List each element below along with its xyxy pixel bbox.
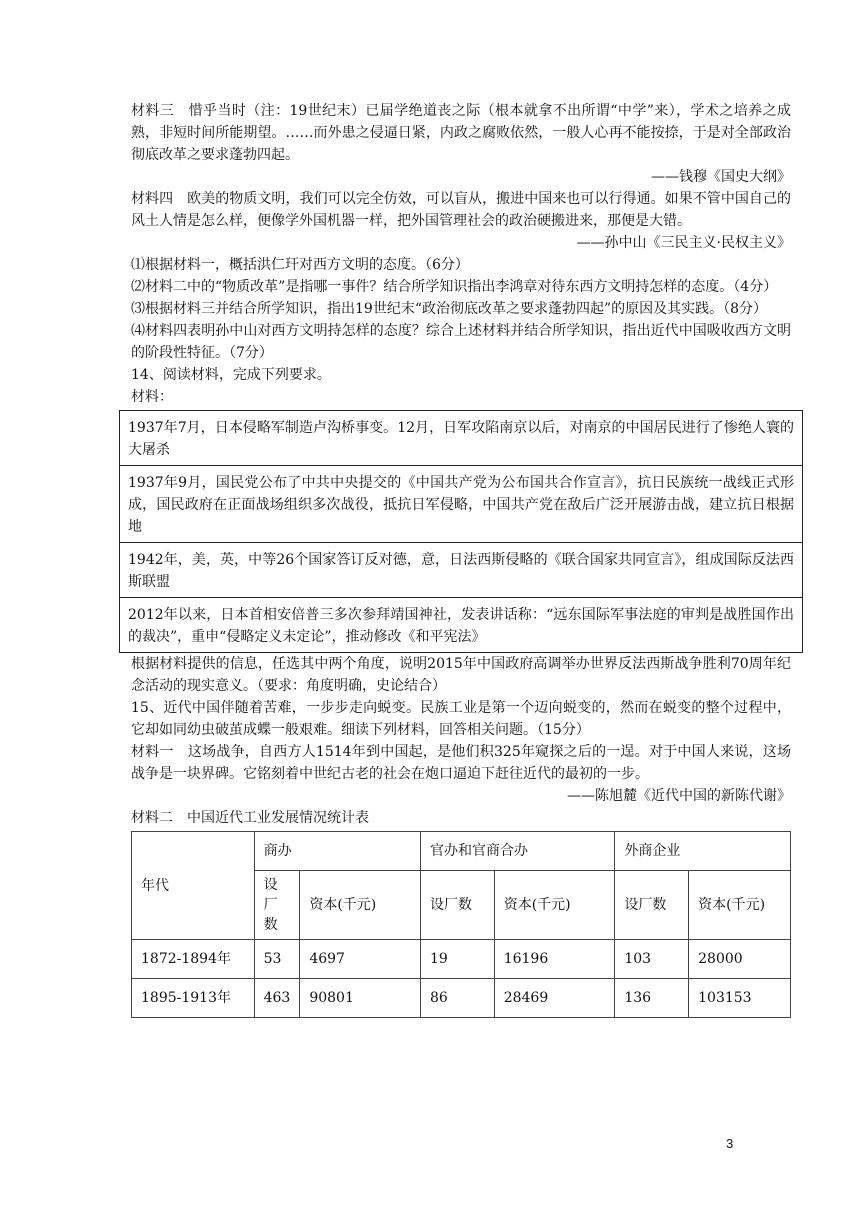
table-cell: 90801 (300, 979, 421, 1018)
question-14-label: 材料： (131, 389, 173, 405)
question-14-task: 根据材料提供的信息，任选其中两个角度，说明2015年中国政府高调举办世界反法西斯战争胜利70周年纪念活动的现实意义。（要求：角度明确，史论结合） (131, 656, 791, 694)
question-15-material-1-source: ——陈旭麓《近代中国的新陈代谢》 (567, 788, 791, 804)
table-cell: 86 (420, 979, 494, 1018)
table-subheader: 设厂数 (254, 871, 300, 940)
table-cell-era: 1895-1913年 (132, 979, 255, 1018)
table-cell: 19 (420, 940, 494, 979)
question-15-material-1: 材料一 这场战争，自西方人1514年到中国起，是他们积325年窥探之后的一逞。对于中国人来说，这场战争是一块界碑。它铭刻着中世纪古老的社会在炮口逼迫下赶往近代的最初的一步。 (131, 744, 791, 782)
table-header-row (132, 832, 791, 871)
question-15-intro: 15、近代中国伴随着苦难，一步步走向蜕变。民族工业是第一个迈向蜕变的，然而在蜕变的整个过程中，它却如同幼虫破茧成蝶一般艰难。细读下列材料，回答相关问题。（15分） (131, 700, 791, 738)
table-cell: 28000 (689, 940, 791, 979)
table-subheader: 资本(千元) (689, 871, 791, 940)
question-2: ⑵材料二中的“物质改革”是指哪一事件？结合所学知识指出李鸿章对待东西方文明持怎样的态度。（4分） (131, 279, 778, 295)
page-number: 3 (726, 1136, 734, 1151)
question-1: ⑴根据材料一，概括洪仁玕对西方文明的态度。（6分） (131, 257, 469, 273)
question-15-material-2-title: 材料二 中国近代工业发展情况统计表 (131, 810, 369, 826)
question-14-title: 14、阅读材料，完成下列要求。 (131, 367, 331, 383)
table-subheader: 设厂数 (615, 871, 689, 940)
material-box-1: 1937年7月，日本侵略军制造卢沟桥事变。12月，日军攻陷南京以后，对南京的中国居民进行了惨绝人寰的大屠杀 (128, 420, 794, 458)
table-subheader: 设厂数 (420, 871, 494, 940)
table-cell: 136 (615, 979, 689, 1018)
question-3: ⑶根据材料三并结合所学知识，指出19世纪末“政治彻底改革之要求蓬勃四起”的原因及其实践。（8分） (131, 301, 768, 317)
industry-stats-table (131, 831, 791, 1018)
material-box-2: 1937年9月，国民党公布了中共中央提交的《中国共产党为公布国共合作宣言》，抗日民族统一战线正式形成，国民政府在正面战场组织多次战役，抵抗日军侵略，中国共产党在敌后广泛开展游击战，建立抗日根据地 (120, 465, 802, 542)
table-cell-era: 1872-1894年 (132, 940, 255, 979)
material-boxes (119, 410, 803, 653)
table-header-era: 年代 (132, 832, 255, 940)
material-4-source: ——孙中山《三民主义·民权主义》 (576, 235, 791, 251)
table-subheader: 资本(千元) (494, 871, 615, 940)
material-box-3: 1942年，美，英，中等26个国家答订反对德，意，日法西斯侵略的《联合国家共同宣言》，组成国际反法西斯联盟 (120, 542, 802, 597)
table-cell: 103 (615, 940, 689, 979)
material-box-4: 2012年以来，日本首相安倍普三多次参拜靖国神社，发表讲话称：“远东国际军事法庭的审判是战胜国作出的裁决”，重申“侵略定义未定论”，推动修改《和平宪法》 (120, 597, 802, 652)
table-row (132, 940, 791, 979)
table-cell: 53 (254, 940, 300, 979)
table-cell: 103153 (689, 979, 791, 1018)
document-body (128, 100, 794, 1018)
material-3-source: ——钱穆《国史大纲》 (651, 169, 791, 185)
table-row (132, 979, 791, 1018)
table-cell: 28469 (494, 979, 615, 1018)
material-3-text: 材料三 惜乎当时（注：19世纪末）已届学绝道丧之际（根本就拿不出所谓“中学”来），学术之培养之成熟，非短时间所能期望。……而外患之侵逼日紧，内政之腐败依然，一般人心再不能按捺，于是对全部政治彻底改革之要求蓬勃四起。 (131, 103, 791, 163)
table-group-foreign: 外商企业 (615, 832, 791, 871)
question-4: ⑷材料四表明孙中山对西方文明持怎样的态度？综合上述材料并结合所学知识，指出近代中国吸收西方文明的阶段性特征。（7分） (131, 323, 791, 361)
table-subheader: 资本(千元) (300, 871, 421, 940)
table-group-commercial: 商办 (254, 832, 420, 871)
table-cell: 16196 (494, 940, 615, 979)
table-cell: 463 (254, 979, 300, 1018)
table-group-official: 官办和官商合办 (420, 832, 614, 871)
table-cell: 4697 (300, 940, 421, 979)
material-4-text: 材料四 欧美的物质文明，我们可以完全仿效，可以盲从，搬进中国来也可以行得通。如果不管中国自己的风土人情是怎么样，便像学外国机器一样，把外国管理社会的政治硬搬进来，那便是大错。 (131, 191, 791, 229)
